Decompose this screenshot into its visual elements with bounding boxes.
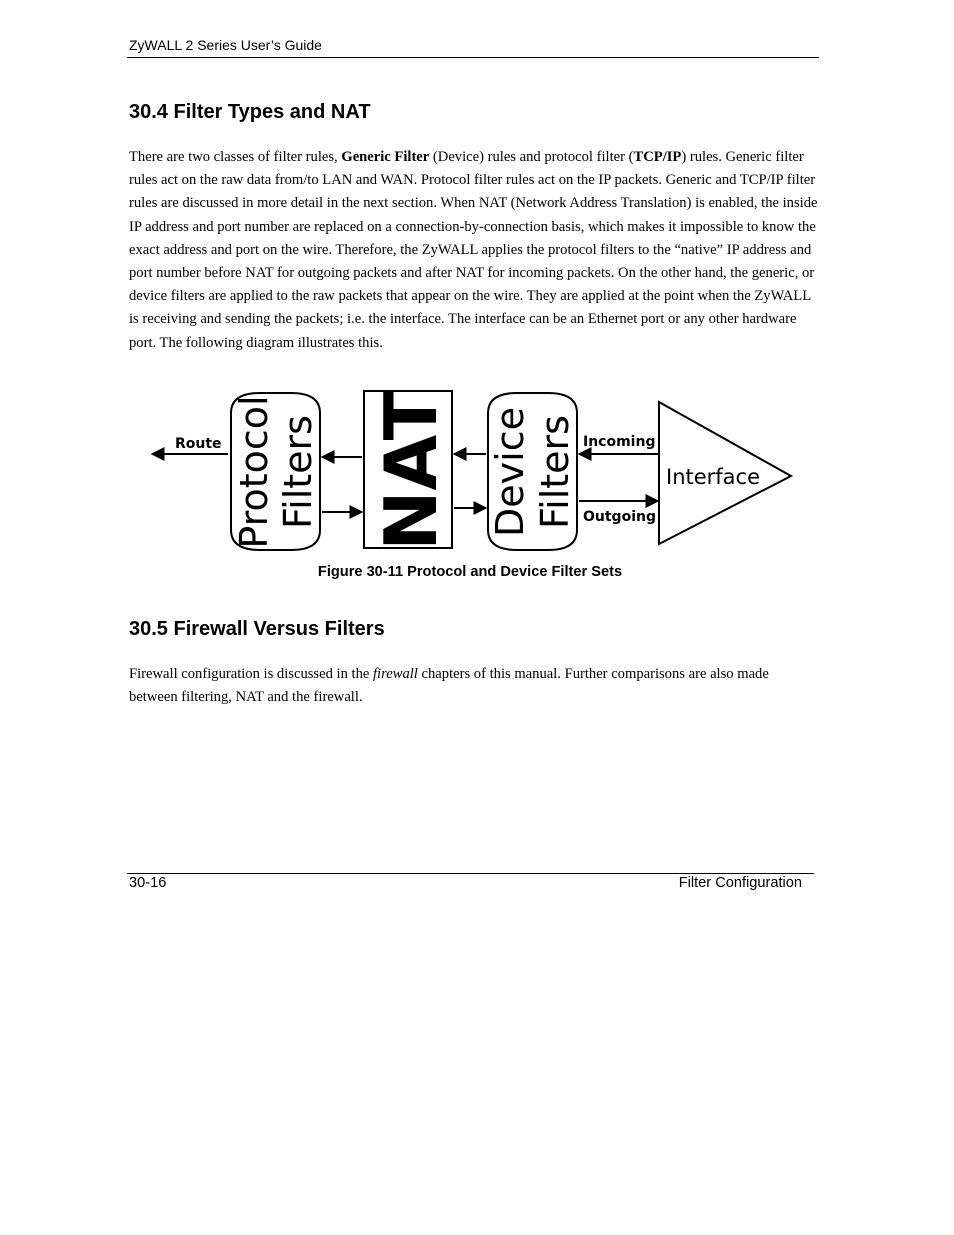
firewall-paragraph: Firewall configuration is discussed in the firewall chapters of this manual. Further comparisons are also made between filtering, NAT and the firewall. <box>129 666 769 706</box>
firewall-term: firewall <box>373 666 418 682</box>
device-label: Device <box>488 407 532 537</box>
section-heading-30-4: 30.4 Filter Types and NAT <box>129 101 371 123</box>
interface-label: Interface <box>666 465 761 489</box>
tcp-ip-term: TCP/IP <box>633 149 682 165</box>
route-label: Route <box>175 436 222 452</box>
protocol-filters-label: Filters <box>276 415 320 529</box>
page-number: 30-16 <box>129 875 167 891</box>
nat-label: NAT <box>369 391 453 551</box>
chapter-title: Filter Configuration <box>678 875 802 891</box>
section-heading-30-5: 30.5 Firewall Versus Filters <box>129 618 385 640</box>
footer-rule <box>127 873 814 874</box>
outgoing-label: Outgoing <box>583 509 656 525</box>
figure-caption: Figure 30-11 Protocol and Device Filter Sets <box>317 564 623 580</box>
filter-types-paragraph: There are two classes of filter rules, Generic Filter (Device) rules and protocol filter (TCP/IP) rules. Generic filter rules act on the raw data from/to LAN and WAN. Protocol filter rules act on the IP packets. Generic and TCP/IP filter rules are discussed in more detail in the next section. When NAT (Network Address Translation) is enabled, the inside IP address and port number are replaced on a connection-by-connection basis, which makes it impossible to know the exact address and port on the wire. Therefore, the ZyWALL applies the protocol filters to the “native” IP address and port number before NAT for outgoing packets and after NAT for incoming packets. On the other hand, the generic, or device filters are applied to the raw packets that appear on the wire. They are applied at the point when the ZyWALL is receiving and sending the packets; i.e. the interface. The interface can be an Ethernet port or any other hardware port. The following diagram illustrates this. <box>129 149 818 351</box>
generic-filter-term: Generic Filter <box>341 149 430 165</box>
incoming-label: Incoming <box>583 434 656 450</box>
running-header: ZyWALL 2 Series User’s Guide <box>129 37 322 53</box>
protocol-label: Protocol <box>232 395 276 549</box>
device-filters-label: Filters <box>533 415 577 529</box>
filter-sets-diagram <box>140 388 800 553</box>
header-rule <box>127 57 819 58</box>
